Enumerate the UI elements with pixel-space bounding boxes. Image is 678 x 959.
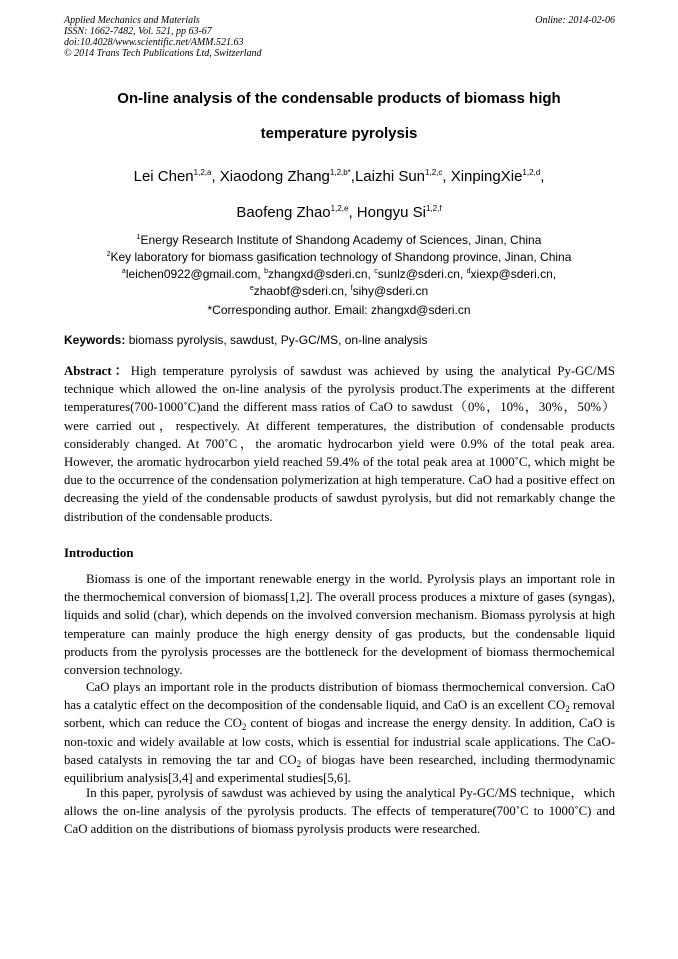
intro-paragraph-2 [64, 678, 615, 787]
email-sup: b [264, 268, 268, 275]
intro-paragraph-3: In this paper, pyrolysis of sawdust was achieved by using the analytical Py-GC/MS technique，which allows the on-line analysis of the pyrolysis products. The effects of temperature(700˚C to 1000˚C) and CaO addition on the distributions of biomass pyrolysis products were researched. [64, 786, 615, 837]
keywords-text: biomass pyrolysis, sawdust, Py-GC/MS, on-line analysis [125, 333, 428, 347]
email-list-line-1 [30, 267, 648, 281]
subscript: 2 [296, 758, 302, 769]
author-name: Lei Chen [133, 168, 194, 185]
email-sup: c [374, 268, 378, 275]
email: leichen0922@gmail.com, [125, 267, 265, 281]
author-name: , Hongyu Si [348, 204, 426, 221]
email-sup: d [466, 268, 471, 275]
email-sup: e [249, 285, 254, 292]
email-list-line-2 [30, 284, 648, 298]
introduction-heading: Introduction [64, 546, 134, 560]
subscript: 2 [565, 704, 570, 715]
affil-number: 2 [106, 251, 111, 258]
author-affil-sup: 1,2,d [522, 168, 541, 177]
affiliation-1 [30, 233, 648, 247]
email-sup: a [121, 268, 126, 275]
author-affil-sup: 1,2,a [193, 168, 212, 177]
author-affil-sup: 1,2,c [425, 168, 443, 177]
journal-name: Applied Mechanics and Materials [64, 15, 200, 26]
author-list-line-2 [30, 204, 648, 221]
issn-line: ISSN: 1662-7482, Vol. 521, pp 63-67 [64, 26, 212, 37]
online-date: Online: 2014-02-06 [535, 15, 615, 26]
author-name: Baofeng Zhao [236, 204, 331, 221]
intro-paragraph-1: Biomass is one of the important renewable energy in the world. Pyrolysis plays an important role in the thermochemical conversion of biomass[1,2]. The overall process produces a mixture of gases (syngas), liquids and solid (char), which depends on the involved conversion mechanism. Biomass pyrolysis at high temperature can mainly produce the high energy density of gas products, but the condensable liquid products from the pyrolysis processes are the bottleneck for the development of biomass thermochemical conversion technology. [64, 572, 615, 678]
email: zhaobf@sderi.cn, [253, 284, 351, 298]
author-list-line-1 [30, 168, 648, 185]
abstract-text: High temperature pyrolysis of sawdust was achieved by using the analytical Py-GC/MS technique which allowed the on-line analysis of the pyrolysis product.The experiments at the different temperatures(700-1000˚C)and the different mass ratios of CaO to sawdust（0%，10%，30%，50%）were carried out，respectively. At different temperatures, the distribution of condensable products considerably changed. At 700˚C，the aromatic hydrocarbon yield were 0.9% of the total peak area. However, the aromatic hydrocarbon yield reached 59.4% of the total peak area at 1000˚C, which might be due to the occurrence of the condensation polymerization at high temperature. CaO had a positive effect on decreasing the yield of the condensable products of sawdust pyrolysis, but did not remarkably change the distribution of the condensable products. [64, 364, 615, 524]
paper-title-line-2: temperature pyrolysis [260, 125, 418, 142]
email: zhangxd@sderi.cn, [267, 267, 375, 281]
paragraph-text: of biogas have been researched, including thermodynamic equilibrium analysis[3,4] and experimental studies[5,6]. [64, 752, 615, 786]
affil-number: 1 [136, 234, 141, 241]
author-affil-sup: 1,2,b* [329, 168, 351, 177]
author-name: , XinpingXie [442, 168, 523, 185]
email: sunlz@sderi.cn, [377, 267, 467, 281]
paragraph-text: content of biogas and increase the energy density. In addition, CaO is non-toxic and widely available at low costs, which is essential for industrial scale applications. The CaO-based catalysts in removing the tar and CO [64, 716, 615, 767]
email: xiexp@sderi.cn, [470, 267, 557, 281]
author-affil-sup: 1,2,f [426, 204, 442, 213]
keywords [64, 333, 624, 347]
affil-text: Key laboratory for biomass gasification technology of Shandong province, Jinan, China [110, 250, 572, 264]
paper-title-line-1: On-line analysis of the condensable products of biomass high [117, 90, 561, 107]
author-name: , Xiaodong Zhang [211, 168, 330, 185]
abstract [64, 362, 615, 526]
affiliation-2 [30, 250, 648, 264]
email: sihy@sderi.cn [352, 284, 429, 298]
author-separator: , [540, 168, 545, 185]
copyright-line: © 2014 Trans Tech Publications Ltd, Switzerland [64, 48, 262, 59]
email-sup: f [350, 285, 353, 292]
paragraph-text: CaO plays an important role in the products distribution of biomass thermochemical conversion. CaO has a catalytic effect on the decomposition of the condensable liquid, and CaO is an excellent CO [64, 680, 615, 713]
journal-header [64, 15, 262, 59]
doi-line: doi:10.4028/www.scientific.net/AMM.521.63 [64, 37, 244, 48]
keywords-label: Keywords: [64, 333, 126, 347]
paragraph-text: removal sorbent, which can reduce the CO [64, 698, 615, 731]
corresponding-author: *Corresponding author. Email: zhangxd@sderi.cn [207, 303, 471, 317]
author-name: ,Laizhi Sun [350, 168, 426, 185]
subscript: 2 [241, 722, 247, 733]
affil-text: Energy Research Institute of Shandong Academy of Sciences, Jinan, China [140, 233, 542, 247]
abstract-label: Abstract： [64, 364, 131, 378]
author-affil-sup: 1,2,e [330, 204, 349, 213]
